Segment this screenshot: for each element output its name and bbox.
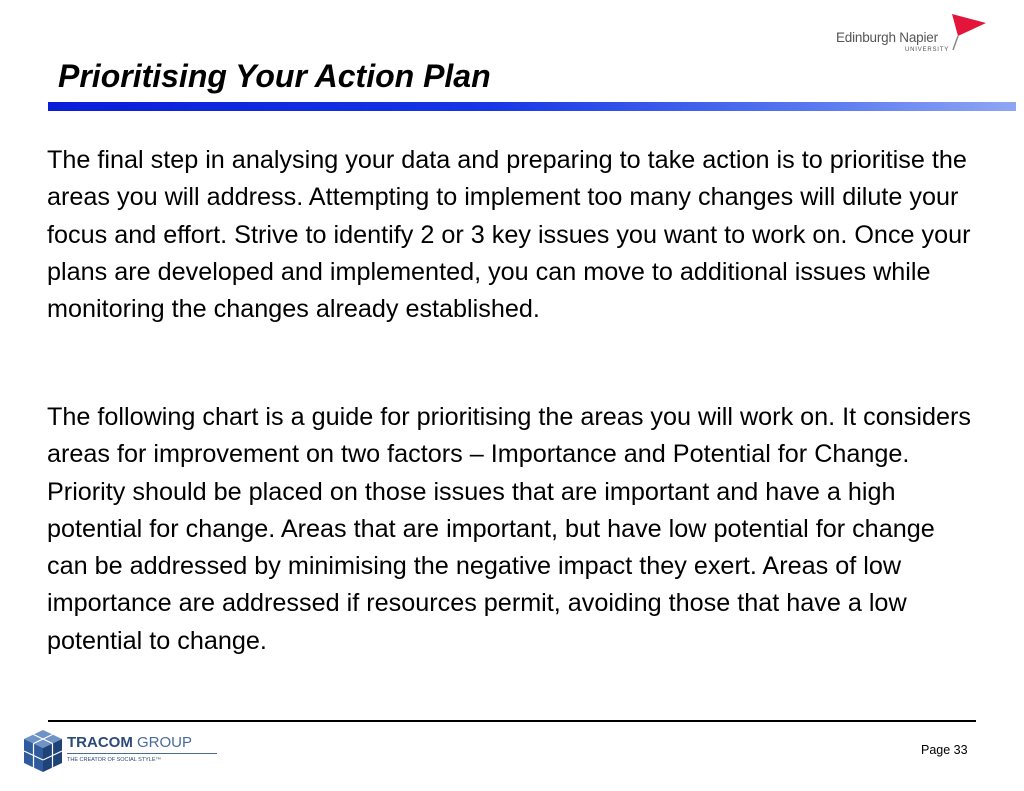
napier-flag-icon	[952, 14, 986, 50]
tracom-logo-name: TRACOM GROUP	[67, 734, 193, 751]
page-title: Prioritising Your Action Plan	[58, 58, 491, 94]
paragraph-prioritise-intro: The final step in analysing your data and preparing to take action is to prioritise the areas you will address. Attempting to implement too many changes will dilute your focus and effort. Strive to identify 2 or 3 key issues you want to work on. Once your plans are developed and implemented, you can move to additional issues while monitoring the changes already established.	[47, 146, 971, 324]
footer-divider	[48, 720, 976, 722]
logo-name: Edinburgh Napier	[836, 30, 938, 45]
tracom-tagline: THE CREATOR OF SOCIAL STYLE™	[67, 757, 162, 763]
logo-sub: UNIVERSITY	[905, 47, 950, 53]
tracom-cube-icon	[22, 728, 64, 774]
edinburgh-napier-logo	[836, 14, 986, 60]
page-number: Page 33	[921, 743, 968, 757]
paragraph-chart-guide: The following chart is a guide for prioritising the areas you will work on. It considers areas for improvement on two factors – Importance and Potential for Change. Priority should be placed on those issues that are important and have a high potential for change. Areas that are important, but have low potential for change can be addressed by minimising the negative impact they exert. Areas of low importance are addressed if resources permit, avoiding those that have a low potential to change.	[47, 403, 971, 655]
tracom-logo	[22, 728, 202, 778]
title-underline-bar	[48, 102, 1016, 111]
